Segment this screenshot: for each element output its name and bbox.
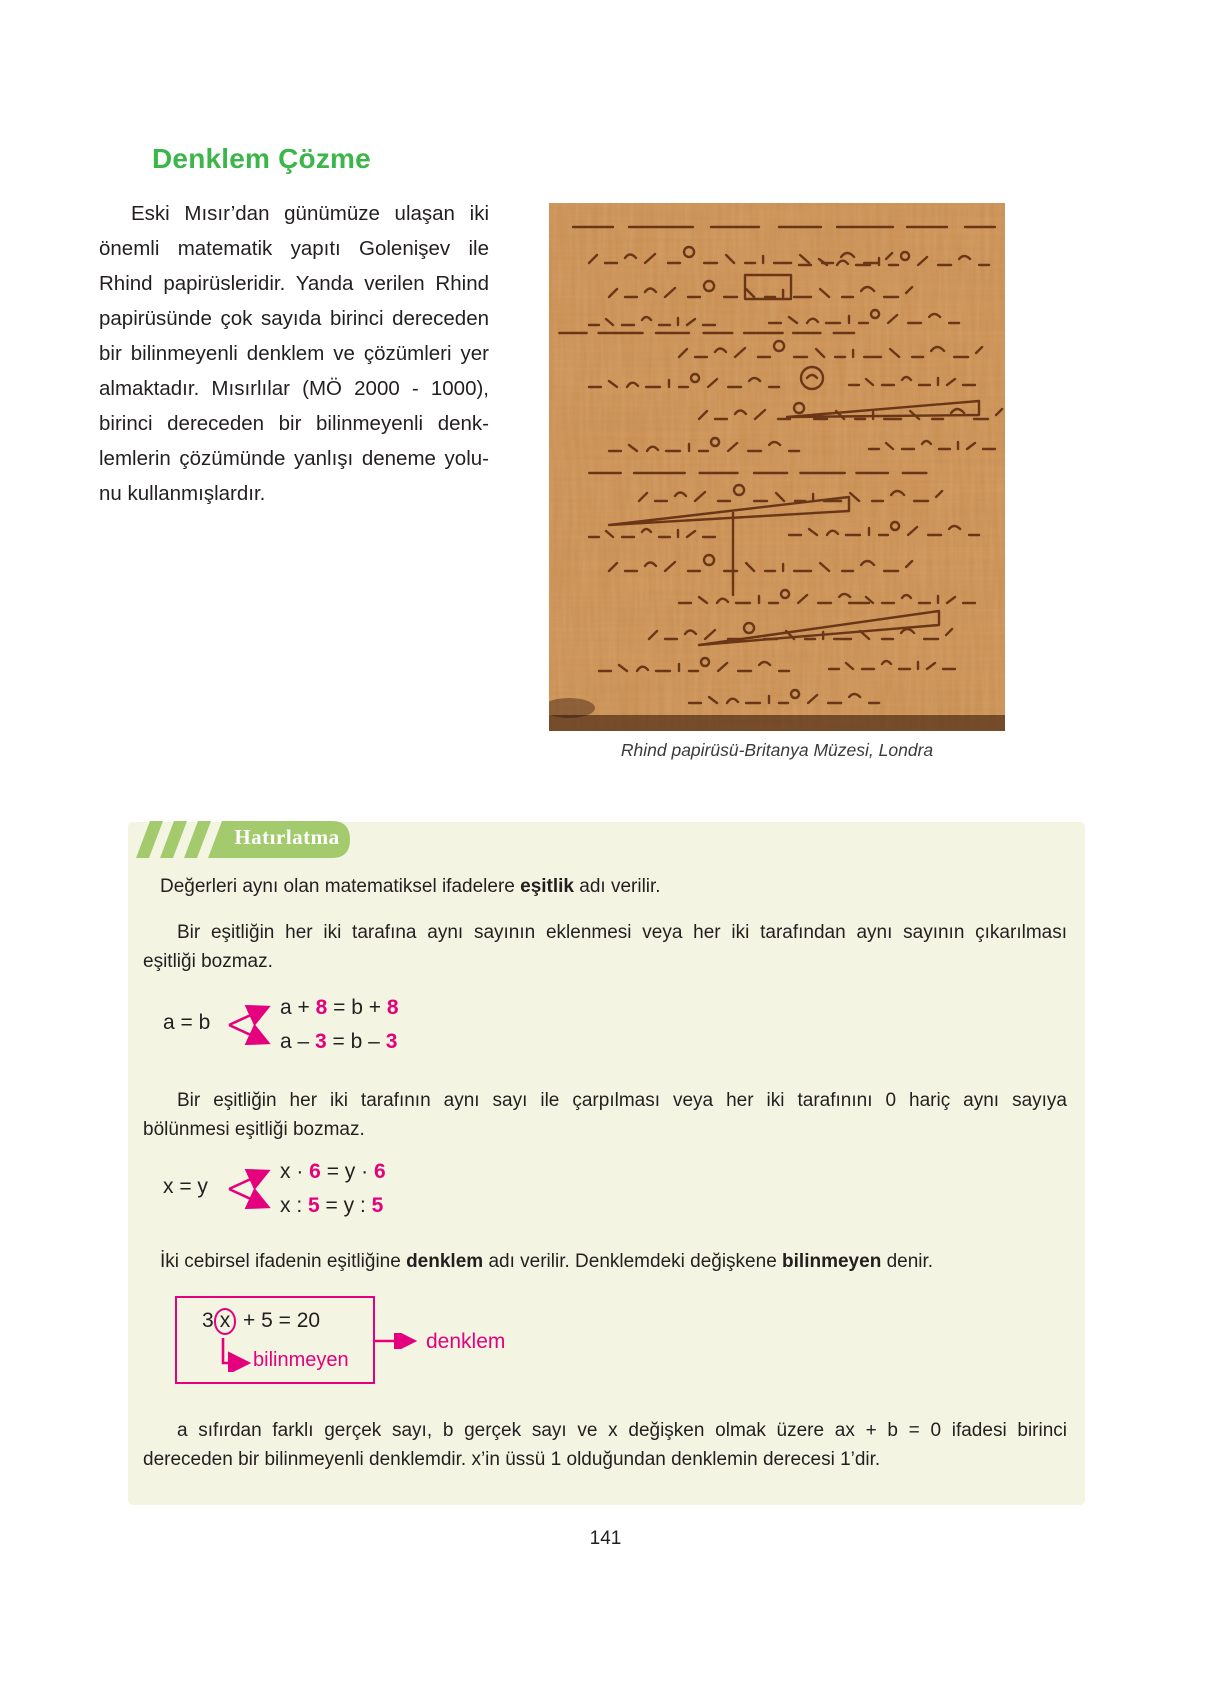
paragraph-line: Bir eşitliğin her iki tarafına aynı sayının eklenmesi veya her iki tarafından aynı sayının çıkarılması bbox=[177, 922, 1067, 943]
highlight-number: 6 bbox=[309, 1160, 321, 1183]
reminder-paragraph-5 bbox=[143, 1416, 1067, 1474]
reminder-paragraph-4 bbox=[160, 1247, 1060, 1276]
reminder-paragraph-1 bbox=[160, 872, 1060, 901]
equation-multiply bbox=[280, 1160, 386, 1184]
branch-arrows-icon bbox=[226, 996, 280, 1054]
text-run: İki cebirsel ifadenin eşitliğine bbox=[160, 1251, 407, 1272]
paragraph-line: eşitliği bozmaz. bbox=[143, 951, 273, 972]
text-run: = y : bbox=[319, 1194, 372, 1217]
equation-pointer-icon bbox=[375, 1333, 425, 1349]
highlight-number: 3 bbox=[315, 1030, 327, 1053]
page-number: 141 bbox=[589, 1528, 622, 1549]
circled-unknown: x bbox=[214, 1308, 237, 1335]
coefficient: 3 bbox=[202, 1309, 214, 1332]
equality-root-1: a = b bbox=[163, 1011, 211, 1034]
intro-paragraph bbox=[99, 196, 489, 511]
text-run: = b + bbox=[327, 996, 387, 1019]
highlight-number: 5 bbox=[308, 1194, 320, 1217]
paragraph-line: Bir eşitliğin her iki tarafının aynı sayı ile çarpılması veya her iki tarafınını 0 hariç aynı sayıya bbox=[177, 1090, 1067, 1111]
equality-root-2: x = y bbox=[163, 1175, 208, 1198]
text-run: Değerleri aynı olan matematiksel ifadelere bbox=[160, 876, 521, 897]
paragraph-line: dereceden bir bilinmeyenli denklemdir. x’in üssü 1 olduğundan denklemin derecesi 1’dir. bbox=[143, 1449, 881, 1470]
intro-line: bir bilinmeyenli denklem ve çözümleri yer bbox=[99, 342, 489, 365]
intro-line: önemli matematik yapıtı Golenişev ile bbox=[99, 237, 489, 260]
text-run: denir. bbox=[881, 1251, 934, 1272]
intro-line: Eski Mısır’dan günümüze ulaşan iki bbox=[131, 202, 489, 225]
highlight-number: 8 bbox=[315, 996, 328, 1019]
intro-line: almaktadır. Mısırlılar (MÖ 2000 - 1000), bbox=[99, 377, 489, 400]
highlight-number: 6 bbox=[373, 1160, 386, 1183]
text-run: x · bbox=[280, 1160, 310, 1183]
intro-line: papirüsünde çok sayıda birinci dereceden bbox=[99, 307, 489, 330]
text-run: x : bbox=[280, 1194, 309, 1217]
equation-subtract bbox=[280, 1030, 397, 1054]
page-title: Denklem Çözme bbox=[152, 143, 371, 174]
text-run: a – bbox=[280, 1030, 316, 1053]
term-bilinmeyen: bilinmeyen bbox=[782, 1251, 882, 1272]
highlight-number: 8 bbox=[386, 996, 399, 1019]
text-run: + 5 = 20 bbox=[237, 1309, 321, 1332]
intro-line: Rhind papirüsleridir. Yanda verilen Rhind bbox=[99, 272, 489, 295]
highlight-number: 5 bbox=[371, 1194, 384, 1217]
equation-add bbox=[280, 996, 399, 1020]
text-run: adı verilir. bbox=[574, 876, 661, 897]
equation-label: denklem bbox=[426, 1330, 506, 1353]
unknown-label: bilinmeyen bbox=[253, 1349, 349, 1371]
sample-equation bbox=[202, 1308, 320, 1335]
equation-divide bbox=[280, 1194, 383, 1218]
highlight-number: 3 bbox=[385, 1030, 398, 1053]
figure-caption: Rhind papirüsü-Britanya Müzesi, Londra bbox=[620, 740, 934, 760]
text-run: = b – bbox=[326, 1030, 386, 1053]
intro-line: nu kullanmışlardır. bbox=[99, 482, 266, 505]
rhind-papyrus-image bbox=[549, 203, 1005, 731]
text-run: a + bbox=[280, 996, 316, 1019]
papyrus-art bbox=[549, 203, 1005, 731]
text-run: adı verilir. Denklemdeki değişkene bbox=[483, 1251, 783, 1272]
paragraph-line: a sıfırdan farklı gerçek sayı, b gerçek sayı ve x değişken olmak üzere ax + b = 0 ifadesi birinci bbox=[177, 1420, 1067, 1441]
intro-line: lemlerin çözümünde yanlışı deneme yolu- bbox=[99, 447, 489, 470]
text-run: = y · bbox=[320, 1160, 374, 1183]
reminder-tab-label: Hatırlatma bbox=[234, 825, 340, 849]
term-denklem: denklem bbox=[406, 1251, 484, 1272]
paragraph-line: bölünmesi eşitliği bozmaz. bbox=[143, 1119, 365, 1140]
term-esitlik: eşitlik bbox=[520, 876, 574, 897]
intro-line: birinci dereceden bir bilinmeyenli denk- bbox=[99, 412, 489, 435]
reminder-paragraph-2 bbox=[143, 918, 1067, 976]
branch-arrows-icon bbox=[226, 1160, 280, 1218]
reminder-paragraph-3 bbox=[143, 1086, 1067, 1144]
